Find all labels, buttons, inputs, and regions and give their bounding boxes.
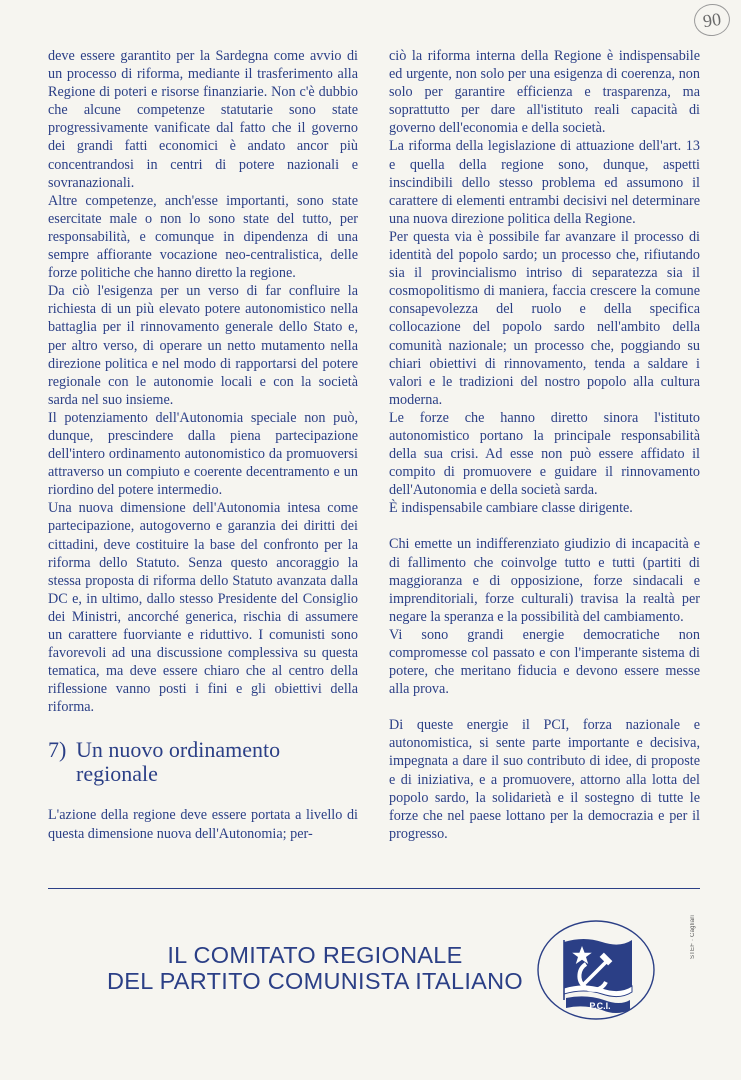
signature-block [100, 942, 530, 994]
left-column [48, 47, 358, 843]
section-number: 7) [48, 737, 67, 763]
paragraph: Vi sono grandi energie democratiche non compromesse col passato e con l'imperante sistema di potere, che meritano fiducia e devono essere messe alla prova. [389, 626, 700, 698]
pci-emblem-icon [536, 920, 656, 1024]
page-number: 90 [692, 2, 732, 39]
paragraph: È indispensabile cambiare classe dirigente. [389, 500, 633, 517]
emblem-label: P.C.I. [589, 1001, 611, 1011]
footer-divider [48, 888, 700, 889]
paragraph: deve essere garantito per la Sardegna come avvio di un processo di riforma, mediante il trasferimento alla Regione di poteri e risorse finanziarie. Non c'è dubbio che alcune competenze statutarie sono state progressivamente vanificate dal fatto che il governo dei grandi fatti economici è andato ancor più concentrandosi in centri di potere nazionali e sovranazionali. [48, 48, 358, 191]
section-heading [48, 738, 358, 786]
paragraph: Da ciò l'esigenza per un verso di far confluire la richiesta di un più elevato potere autonomistico nella battaglia per il rinnovamento generale dello Stato e, per altro verso, di operare un netto mutamento nella direzione politica e nel modo di rapportarsi del potere regionale con le autonomie locali e con la società sarda nel suo insieme. [48, 283, 358, 408]
paragraph: L'azione della regione deve essere portata a livello di questa dimensione nuova dell'Autonomia; per- [48, 807, 358, 842]
paragraph: Una nuova dimensione dell'Autonomia intesa come partecipazione, autogoverno e garanzia dei diritti dei cittadini, deve costituire la base del confronto per la riforma dello Statuto. Senza questo ancoraggio la stessa proposta di riforma dello Statuto avanzata dalla DC e, in ultimo, dallo stesso Presidente del Consiglio dei Ministri, ancorché generica, rischia di assumere un carattere fuorviante e riduttivo. I comunisti sono favorevoli ad una discussione complessiva su questa tematica, ma deve essere chiaro che al centro della riflessione vanno posti i fini e gli obiettivi della riforma. [48, 500, 358, 716]
right-column [389, 47, 700, 843]
paragraph: Di queste energie il PCI, forza nazionale e autonomistica, si sente parte importante e decisiva, impegnata a dare il suo contributo di idee, di proposte e di iniziativa, e a promuovere, attorno alla lotta del popolo sardo, la solidarietà e il sostegno di tutte le forze che nel paese lottano per la democrazia e per il progresso. [389, 717, 700, 842]
paragraph: Le forze che hanno diretto sinora l'istituto autonomistico portano la principale responsabilità della sua crisi. Ad esse non può essere affidato il compito di promuovere e guidare il rinnovamento dell'Autonomia e della società sarda. [389, 409, 700, 499]
printer-credit: STEF · Cagliari [690, 915, 696, 960]
paragraph: ciò la riforma interna della Regione è indispensabile ed urgente, non solo per una esigenza di coerenza, non solo per garantire efficienza e trasparenza, ma soprattutto per dare all'istituto reali capacità di governo dell'economia e della società. [389, 48, 700, 137]
paragraph: La riforma della legislazione di attuazione dell'art. 13 e quella della regione sono, dunque, aspetti inscindibili dello stesso problema ed assumono il carattere di elementi entrambi decisivi nel determinare una nuova direzione politica della Regione. [389, 138, 700, 227]
paragraph: Per questa via è possibile far avanzare il processo di identità del popolo sardo; un processo che, rifiutando sia il provincialismo intriso di separatezza sia il cosmopolitismo di maniera, faccia crescere la comune consapevolezza del ruolo e della specifica collocazione del popolo sardo nell'ambito della comunità nazionale; un processo che, poggiando su chiari obiettivi di rinnovamento, tenda a saldare i valori e le tradizioni del nostro popolo alla cultura moderna. [389, 228, 700, 408]
signature-line: IL COMITATO REGIONALE [167, 942, 463, 968]
signature-line: DEL PARTITO COMUNISTA ITALIANO [107, 968, 523, 994]
paragraph: Il potenziamento dell'Autonomia speciale non può, dunque, prescindere dalla piena partecipazione dell'intero ordinamento autonomistico da promuoversi attraverso un compiuto e coerente decentramento e un riordino del potere intermedio. [48, 409, 358, 499]
paragraph: Chi emette un indifferenziato giudizio di incapacità e di fallimento che coinvolge tutto e tutti (partiti di maggioranza e di opposizione, forze sindacali e imprenditoriali, forze culturali) travisa la realtà per negare la speranza e la possibilità del cambiamento. [389, 536, 700, 625]
section-title: Un nuovo ordinamento regionale [76, 737, 281, 787]
paragraph: Altre competenze, anch'esse importanti, sono state esercitate male o non lo sono state del tutto, per responsabilità, e comunque in dipendenza di una sempre affiorante vocazione neo-centralistica, delle forze politiche che hanno diretto la regione. [48, 192, 358, 282]
